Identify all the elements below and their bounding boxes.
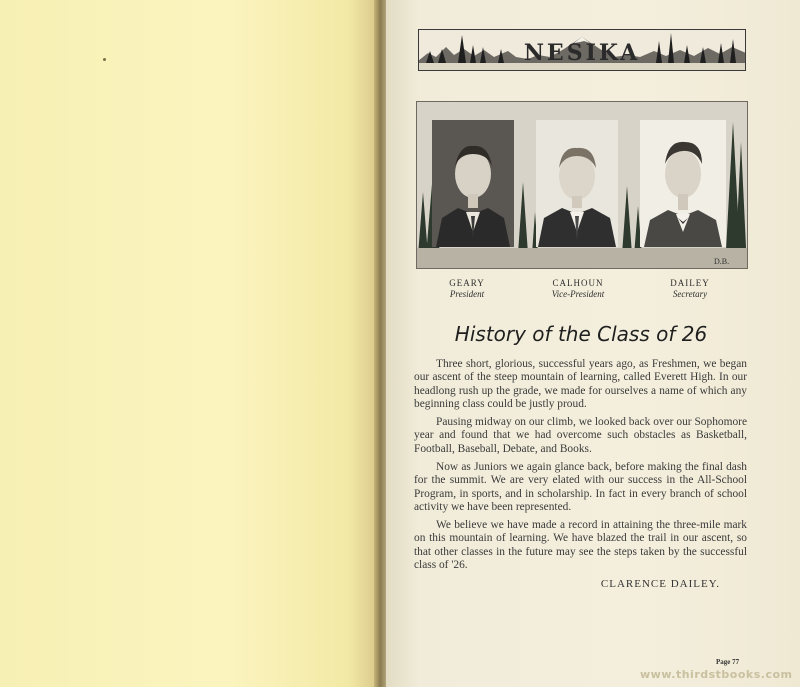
photo-signature: D.B. <box>714 257 730 266</box>
caption-dailey <box>630 278 750 300</box>
officer-role: President <box>449 289 485 299</box>
page-title: History of the Class of 26 <box>454 322 708 346</box>
caption-calhoun <box>518 278 638 300</box>
officer-name: GEARY <box>449 278 485 288</box>
caption-geary <box>407 278 527 300</box>
history-paragraph: Three short, glorious, successful years ago, as Freshmen, we began our ascent of the steep mountain of learning, called Everett High. In our headlong rush up the grade, we made for ourselves a name of which any beginning class could be justly proud. <box>414 358 747 411</box>
officer-name: DAILEY <box>670 278 710 288</box>
portrait-geary <box>432 120 514 247</box>
history-paragraph: Now as Juniors we again glance back, before making the final dash for the summit. We are very elated with our success in the All-School Program, in sports, and in scholarship. In fact in every branch of school activity we have been represented. <box>414 461 747 514</box>
history-paragraph: Pausing midway on our climb, we looked back over our Sophomore year and found that we had overcome such obstacles as Basketball, Football, Baseball, Debate, and Books. <box>414 416 747 455</box>
author-signature: CLARENCE DAILEY. <box>600 578 720 590</box>
watermark-text: www.thirdstbooks.com <box>640 668 793 681</box>
history-paragraph: We believe we have made a record in attaining the three-mile mark on this mountain of learning. We have blazed the trail in our ascent, so that other classes in the future may see the steps taken by the successful class of '26. <box>414 519 747 572</box>
officer-role: Vice-President <box>551 289 605 299</box>
banner-title: NESIKA <box>523 40 641 66</box>
officer-name: CALHOUN <box>552 278 604 288</box>
portrait-calhoun <box>536 120 618 247</box>
blank-left-page <box>0 0 378 687</box>
page-number: Page 77 <box>716 658 740 666</box>
nesika-banner <box>418 29 746 71</box>
officer-role: Secretary <box>672 289 708 299</box>
portrait-dailey <box>640 120 726 247</box>
paper-speck <box>103 58 106 61</box>
